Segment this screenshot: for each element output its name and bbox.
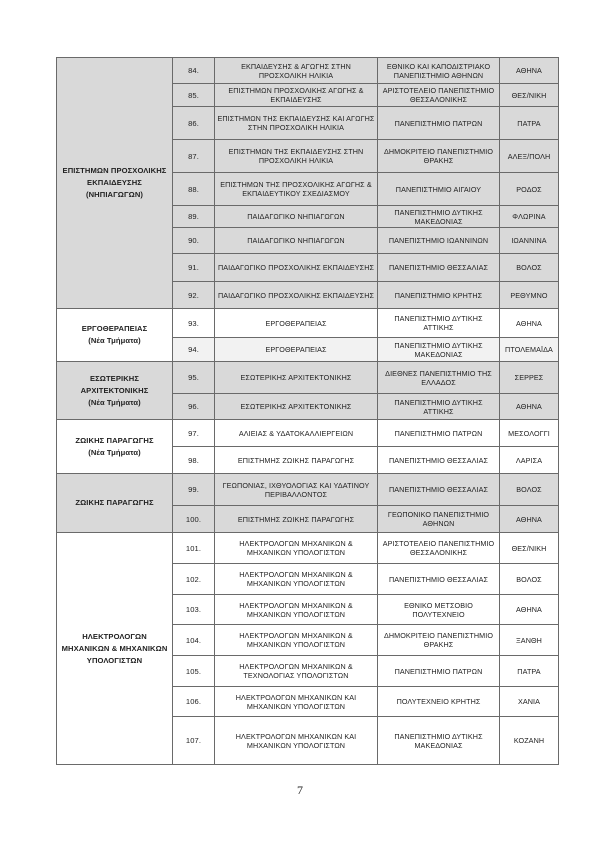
city-cell: ΒΟΛΟΣ [500,474,559,506]
university-cell: ΑΡΙΣΤΟΤΕΛΕΙΟ ΠΑΝΕΠΙΣΤΗΜΙΟ ΘΕΣΣΑΛΟΝΙΚΗΣ [378,533,500,564]
row-number: 106. [173,687,215,717]
group-cell [57,474,173,533]
program-cell: ΠΑΙΔΑΓΩΓΙΚΟ ΠΡΟΣΧΟΛΙΚΗΣ ΕΚΠΑΙΔΕΥΣΗΣ [215,282,378,309]
city-cell: ΑΘΗΝΑ [500,58,559,84]
city-cell: ΒΟΛΟΣ [500,564,559,595]
group-cell [57,420,173,474]
university-cell: ΠΑΝΕΠΙΣΤΗΜΙΟ ΑΙΓΑΙΟΥ [378,173,500,206]
university-cell: ΠΑΝΕΠΙΣΤΗΜΙΟ ΠΑΤΡΩΝ [378,656,500,687]
program-cell: ΕΠΙΣΤΗΜΩΝ ΤΗΣ ΠΡΟΣΧΟΛΙΚΗΣ ΑΓΩΓΗΣ & ΕΚΠΑΙΔΕΥΤΙΚΟΥ ΣΧΕΔΙΑΣΜΟΥ [215,173,378,206]
row-number: 92. [173,282,215,309]
university-cell: ΔΗΜΟΚΡΙΤΕΙΟ ΠΑΝΕΠΙΣΤΗΜΙΟ ΘΡΑΚΗΣ [378,625,500,656]
table-row [57,309,559,338]
city-cell: ΡΕΘΥΜΝΟ [500,282,559,309]
row-number: 98. [173,447,215,474]
program-cell: ΠΑΙΔΑΓΩΓΙΚΟ ΝΗΠΙΑΓΩΓΩΝ [215,206,378,228]
program-cell: ΑΛΙΕΙΑΣ & ΥΔΑΤΟΚΑΛΛΙΕΡΓΕΙΩΝ [215,420,378,447]
group-note: (Νέα Τμήματα) [88,397,141,407]
city-cell: ΑΛΕΞ/ΠΟΛΗ [500,140,559,173]
program-cell: ΕΠΙΣΤΗΜΩΝ ΠΡΟΣΧΟΛΙΚΗΣ ΑΓΩΓΗΣ & ΕΚΠΑΙΔΕΥΣΗΣ [215,84,378,107]
group-name: ΗΛΕΚΤΡΟΛΟΓΩΝ ΜΗΧΑΝΙΚΩΝ & ΜΗΧΑΝΙΚΩΝ ΥΠΟΛΟΓΙΣΤΩΝ [61,631,168,665]
group-name: ΖΩΙΚΗΣ ΠΑΡΑΓΩΓΗΣ [75,498,154,507]
program-cell: ΗΛΕΚΤΡΟΛΟΓΩΝ ΜΗΧΑΝΙΚΩΝ & ΜΗΧΑΝΙΚΩΝ ΥΠΟΛΟΓΙΣΤΩΝ [215,564,378,595]
program-cell: ΗΛΕΚΤΡΟΛΟΓΩΝ ΜΗΧΑΝΙΚΩΝ & ΜΗΧΑΝΙΚΩΝ ΥΠΟΛΟΓΙΣΤΩΝ [215,533,378,564]
program-cell: ΠΑΙΔΑΓΩΓΙΚΟ ΠΡΟΣΧΟΛΙΚΗΣ ΕΚΠΑΙΔΕΥΣΗΣ [215,254,378,282]
row-number: 88. [173,173,215,206]
university-cell: ΑΡΙΣΤΟΤΕΛΕΙΟ ΠΑΝΕΠΙΣΤΗΜΙΟ ΘΕΣΣΑΛΟΝΙΚΗΣ [378,84,500,107]
university-cell: ΠΑΝΕΠΙΣΤΗΜΙΟ ΔΥΤΙΚΗΣ ΜΑΚΕΔΟΝΙΑΣ [378,338,500,362]
university-cell: ΠΑΝΕΠΙΣΤΗΜΙΟ ΙΩΑΝΝΙΝΩΝ [378,228,500,254]
row-number: 107. [173,717,215,765]
program-cell: ΕΡΓΟΘΕΡΑΠΕΙΑΣ [215,309,378,338]
group-note: (Νέα Τμήματα) [88,336,141,345]
city-cell: ΑΘΗΝΑ [500,506,559,533]
row-number: 95. [173,362,215,394]
row-number: 100. [173,506,215,533]
table-row [57,474,559,506]
row-number: 99. [173,474,215,506]
row-number: 84. [173,58,215,84]
city-cell: ΞΑΝΘΗ [500,625,559,656]
university-cell: ΠΑΝΕΠΙΣΤΗΜΙΟ ΔΥΤΙΚΗΣ ΜΑΚΕΔΟΝΙΑΣ [378,717,500,765]
program-cell: ΗΛΕΚΤΡΟΛΟΓΩΝ ΜΗΧΑΝΙΚΩΝ & ΜΗΧΑΝΙΚΩΝ ΥΠΟΛΟΓΙΣΤΩΝ [215,595,378,625]
university-cell: ΠΑΝΕΠΙΣΤΗΜΙΟ ΔΥΤΙΚΗΣ ΑΤΤΙΚΗΣ [378,309,500,338]
group-note: (Νέα Τμήματα) [88,447,141,457]
city-cell: ΚΟΖΑΝΗ [500,717,559,765]
university-cell: ΠΑΝΕΠΙΣΤΗΜΙΟ ΠΑΤΡΩΝ [378,420,500,447]
row-number: 97. [173,420,215,447]
table-row [57,58,559,84]
city-cell: ΑΘΗΝΑ [500,309,559,338]
university-cell: ΠΑΝΕΠΙΣΤΗΜΙΟ ΔΥΤΙΚΗΣ ΑΤΤΙΚΗΣ [378,394,500,420]
group-name: ΖΩΙΚΗΣ ΠΑΡΑΓΩΓΗΣ [75,435,154,445]
group-name: ΕΣΩΤΕΡΙΚΗΣ ΑΡΧΙΤΕΚΤΟΝΙΚΗΣ [80,373,149,395]
row-number: 86. [173,107,215,140]
table-row [57,420,559,447]
group-cell [57,309,173,362]
row-number: 102. [173,564,215,595]
row-number: 96. [173,394,215,420]
program-cell: ΗΛΕΚΤΡΟΛΟΓΩΝ ΜΗΧΑΝΙΚΩΝ & ΜΗΧΑΝΙΚΩΝ ΥΠΟΛΟΓΙΣΤΩΝ [215,625,378,656]
city-cell: ΒΟΛΟΣ [500,254,559,282]
university-cell: ΕΘΝΙΚΟ ΚΑΙ ΚΑΠΟΔΙΣΤΡΙΑΚΟ ΠΑΝΕΠΙΣΤΗΜΙΟ ΑΘΗΝΩΝ [378,58,500,84]
program-cell: ΕΠΙΣΤΗΜΩΝ ΤΗΣ ΕΚΠΑΙΔΕΥΣΗΣ ΚΑΙ ΑΓΩΓΗΣ ΣΤΗΝ ΠΡΟΣΧΟΛΙΚΗ ΗΛΙΚΙΑ [215,107,378,140]
row-number: 93. [173,309,215,338]
city-cell: ΧΑΝΙΑ [500,687,559,717]
row-number: 103. [173,595,215,625]
city-cell: ΑΘΗΝΑ [500,394,559,420]
university-cell: ΠΑΝΕΠΙΣΤΗΜΙΟ ΘΕΣΣΑΛΙΑΣ [378,564,500,595]
program-cell: ΕΠΙΣΤΗΜΗΣ ΖΩΙΚΗΣ ΠΑΡΑΓΩΓΗΣ [215,506,378,533]
university-cell: ΕΘΝΙΚΟ ΜΕΤΣΟΒΙΟ ΠΟΛΥΤΕΧΝΕΙΟ [378,595,500,625]
city-cell: ΜΕΣΟΛΟΓΓΙ [500,420,559,447]
row-number: 89. [173,206,215,228]
row-number: 94. [173,338,215,362]
row-number: 90. [173,228,215,254]
departments-table [56,57,559,765]
program-cell: ΗΛΕΚΤΡΟΛΟΓΩΝ ΜΗΧΑΝΙΚΩΝ & ΤΕΧΝΟΛΟΓΙΑΣ ΥΠΟΛΟΓΙΣΤΩΝ [215,656,378,687]
group-name: ΕΡΓΟΘΕΡΑΠΕΙΑΣ [81,324,148,333]
group-cell [57,533,173,765]
program-cell: ΕΠΙΣΤΗΜΩΝ ΤΗΣ ΕΚΠΑΙΔΕΥΣΗΣ ΣΤΗΝ ΠΡΟΣΧΟΛΙΚΗ ΗΛΙΚΙΑ [215,140,378,173]
university-cell: ΓΕΩΠΟΝΙΚΟ ΠΑΝΕΠΙΣΤΗΜΙΟ ΑΘΗΝΩΝ [378,506,500,533]
city-cell: ΠΑΤΡΑ [500,656,559,687]
row-number: 104. [173,625,215,656]
group-name: ΕΠΙΣΤΗΜΩΝ ΠΡΟΣΧΟΛΙΚΗΣ ΕΚΠΑΙΔΕΥΣΗΣ (ΝΗΠΙΑΓΩΓΩΝ) [62,166,167,199]
university-cell: ΠΑΝΕΠΙΣΤΗΜΙΟ ΚΡΗΤΗΣ [378,282,500,309]
university-cell: ΔΙΕΘΝΕΣ ΠΑΝΕΠΙΣΤΗΜΙΟ ΤΗΣ ΕΛΛΑΔΟΣ [378,362,500,394]
program-cell: ΕΣΩΤΕΡΙΚΗΣ ΑΡΧΙΤΕΚΤΟΝΙΚΗΣ [215,362,378,394]
row-number: 85. [173,84,215,107]
city-cell: ΠΤΟΛΕΜΑΪΔΑ [500,338,559,362]
program-cell: ΓΕΩΠΟΝΙΑΣ, ΙΧΘΥΟΛΟΓΙΑΣ ΚΑΙ ΥΔΑΤΙΝΟΥ ΠΕΡΙΒΑΛΛΟΝΤΟΣ [215,474,378,506]
university-cell: ΠΑΝΕΠΙΣΤΗΜΙΟ ΔΥΤΙΚΗΣ ΜΑΚΕΔΟΝΙΑΣ [378,206,500,228]
row-number: 87. [173,140,215,173]
city-cell: ΛΑΡΙΣΑ [500,447,559,474]
university-cell: ΠΑΝΕΠΙΣΤΗΜΙΟ ΘΕΣΣΑΛΙΑΣ [378,447,500,474]
program-cell: ΗΛΕΚΤΡΟΛΟΓΩΝ ΜΗΧΑΝΙΚΩΝ ΚΑΙ ΜΗΧΑΝΙΚΩΝ ΥΠΟΛΟΓΙΣΤΩΝ [215,687,378,717]
program-cell: ΗΛΕΚΤΡΟΛΟΓΩΝ ΜΗΧΑΝΙΚΩΝ ΚΑΙ ΜΗΧΑΝΙΚΩΝ ΥΠΟΛΟΓΙΣΤΩΝ [215,717,378,765]
city-cell: ΘΕΣ/ΝΙΚΗ [500,533,559,564]
program-cell: ΠΑΙΔΑΓΩΓΙΚΟ ΝΗΠΙΑΓΩΓΩΝ [215,228,378,254]
row-number: 91. [173,254,215,282]
row-number: 101. [173,533,215,564]
university-cell: ΔΗΜΟΚΡΙΤΕΙΟ ΠΑΝΕΠΙΣΤΗΜΙΟ ΘΡΑΚΗΣ [378,140,500,173]
university-cell: ΠΑΝΕΠΙΣΤΗΜΙΟ ΠΑΤΡΩΝ [378,107,500,140]
university-cell: ΠΟΛΥΤΕΧΝΕΙΟ ΚΡΗΤΗΣ [378,687,500,717]
city-cell: ΘΕΣ/ΝΙΚΗ [500,84,559,107]
university-cell: ΠΑΝΕΠΙΣΤΗΜΙΟ ΘΕΣΣΑΛΙΑΣ [378,254,500,282]
city-cell: ΡΟΔΟΣ [500,173,559,206]
table-row [57,533,559,564]
city-cell: ΠΑΤΡΑ [500,107,559,140]
page-number: 7 [297,783,303,797]
city-cell: ΣΕΡΡΕΣ [500,362,559,394]
group-cell [57,362,173,420]
city-cell: ΙΩΑΝΝΙΝΑ [500,228,559,254]
city-cell: ΑΘΗΝΑ [500,595,559,625]
row-number: 105. [173,656,215,687]
university-cell: ΠΑΝΕΠΙΣΤΗΜΙΟ ΘΕΣΣΑΛΙΑΣ [378,474,500,506]
group-cell [57,58,173,309]
program-cell: ΕΡΓΟΘΕΡΑΠΕΙΑΣ [215,338,378,362]
program-cell: ΕΚΠΑΙΔΕΥΣΗΣ & ΑΓΩΓΗΣ ΣΤΗΝ ΠΡΟΣΧΟΛΙΚΗ ΗΛΙΚΙΑ [215,58,378,84]
program-cell: ΕΣΩΤΕΡΙΚΗΣ ΑΡΧΙΤΕΚΤΟΝΙΚΗΣ [215,394,378,420]
table-row [57,362,559,394]
city-cell: ΦΛΩΡΙΝΑ [500,206,559,228]
program-cell: ΕΠΙΣΤΗΜΗΣ ΖΩΙΚΗΣ ΠΑΡΑΓΩΓΗΣ [215,447,378,474]
